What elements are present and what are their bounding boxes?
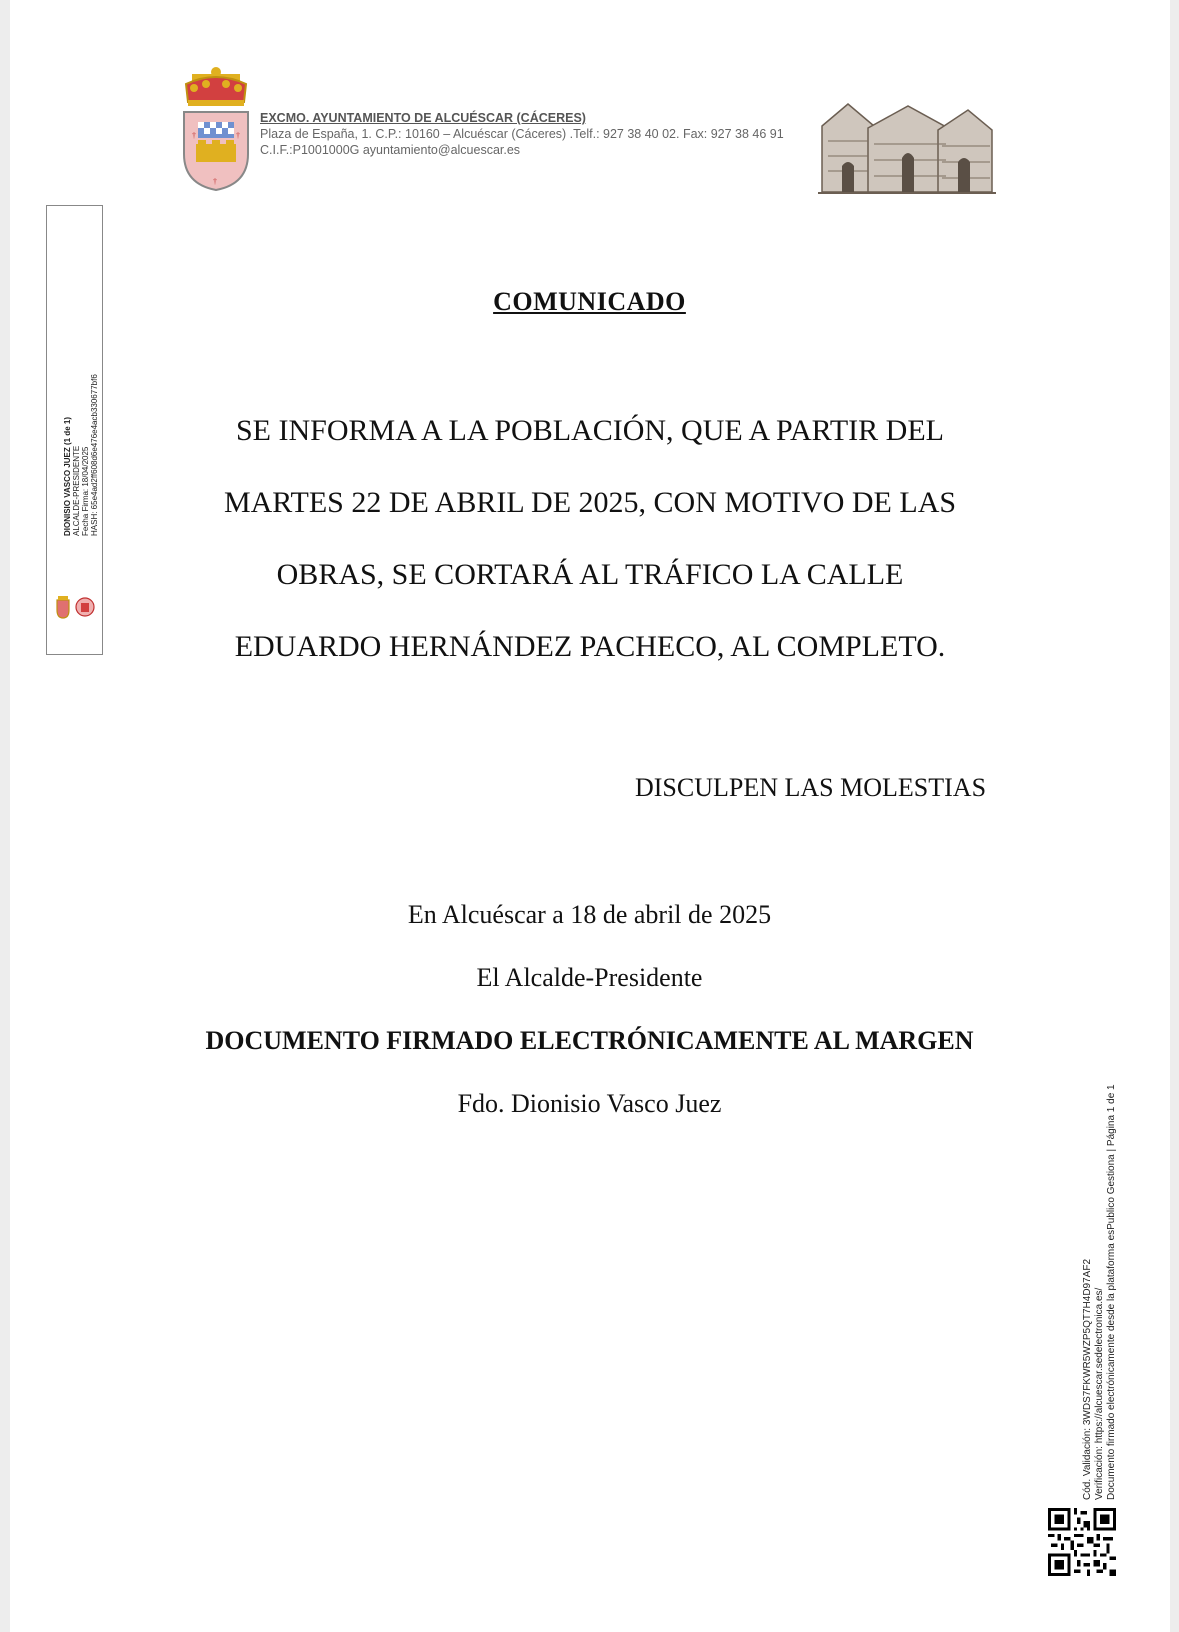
municipality-title: EXCMO. AYUNTAMIENTO DE ALCUÉSCAR (CÁCERES) [260,111,586,125]
signer-name: DIONISIO VASCO JUEZ (1 de 1) [63,417,72,536]
verification-url: Verificación: https://alcuescar.sedelectronica.es/ [1094,1287,1105,1500]
signer-position: El Alcalde-Presidente [476,963,703,992]
church-illustration-icon [818,96,996,196]
validation-strip [1082,1084,1118,1500]
body-line: SE INFORMA A LA POBLACIÓN, QUE A PARTIR DEL [235,414,945,447]
svg-text:†: † [213,177,217,186]
municipality-header [260,110,784,158]
municipality-address: Plaza de España, 1. C.P.: 10160 – Alcuéscar (Cáceres) .Telf.: 927 38 40 02. Fax: 927 38 46 91 [260,127,784,141]
svg-text:†: † [192,131,196,140]
body-line: OBRAS, SE CORTARÁ AL TRÁFICO LA CALLE [276,558,904,591]
document-page [10,0,1170,1632]
qr-code-icon[interactable] [1048,1508,1116,1576]
signature-date: Fecha Firma: 18/04/2025 [81,446,90,536]
municipality-cif-email: C.I.F.:P1001000G ayuntamiento@alcuescar.es [260,143,521,157]
electronic-signature-box [46,205,103,655]
platform-note: Documento firmado electrónicamente desde la plataforma esPublico Gestiona | Página 1 de 1 [1106,1084,1117,1500]
place-date: En Alcuéscar a 18 de abril de 2025 [407,900,772,929]
validation-code: Cód. Validación: 3WDS7FKWR5WZP5QT7H4D97AF2 [1082,1258,1093,1500]
announcement-body [190,395,990,683]
document-title: COMUNICADO [493,287,686,316]
body-line: MARTES 22 DE ABRIL DE 2025, CON MOTIVO DE LAS [223,486,957,519]
signature-line: Fdo. Dionisio Vasco Juez [457,1089,722,1118]
body-line: EDUARDO HERNÁNDEZ PACHECO, AL COMPLETO. [234,630,946,663]
signed-electronically-note: DOCUMENTO FIRMADO ELECTRÓNICAMENTE AL MARGEN [205,1026,974,1055]
coat-of-arms-icon [178,66,254,196]
signature-hash: HASH: 65e4ad2ff608d6e476e4acb330677bf6 [90,374,99,536]
signature-seal-icon [55,594,95,620]
signature-details [63,374,99,536]
apology-text: DISCULPEN LAS MOLESTIAS [635,773,987,802]
svg-text:†: † [236,131,240,140]
signer-role: ALCALDE-PRESIDENTE [72,445,81,536]
